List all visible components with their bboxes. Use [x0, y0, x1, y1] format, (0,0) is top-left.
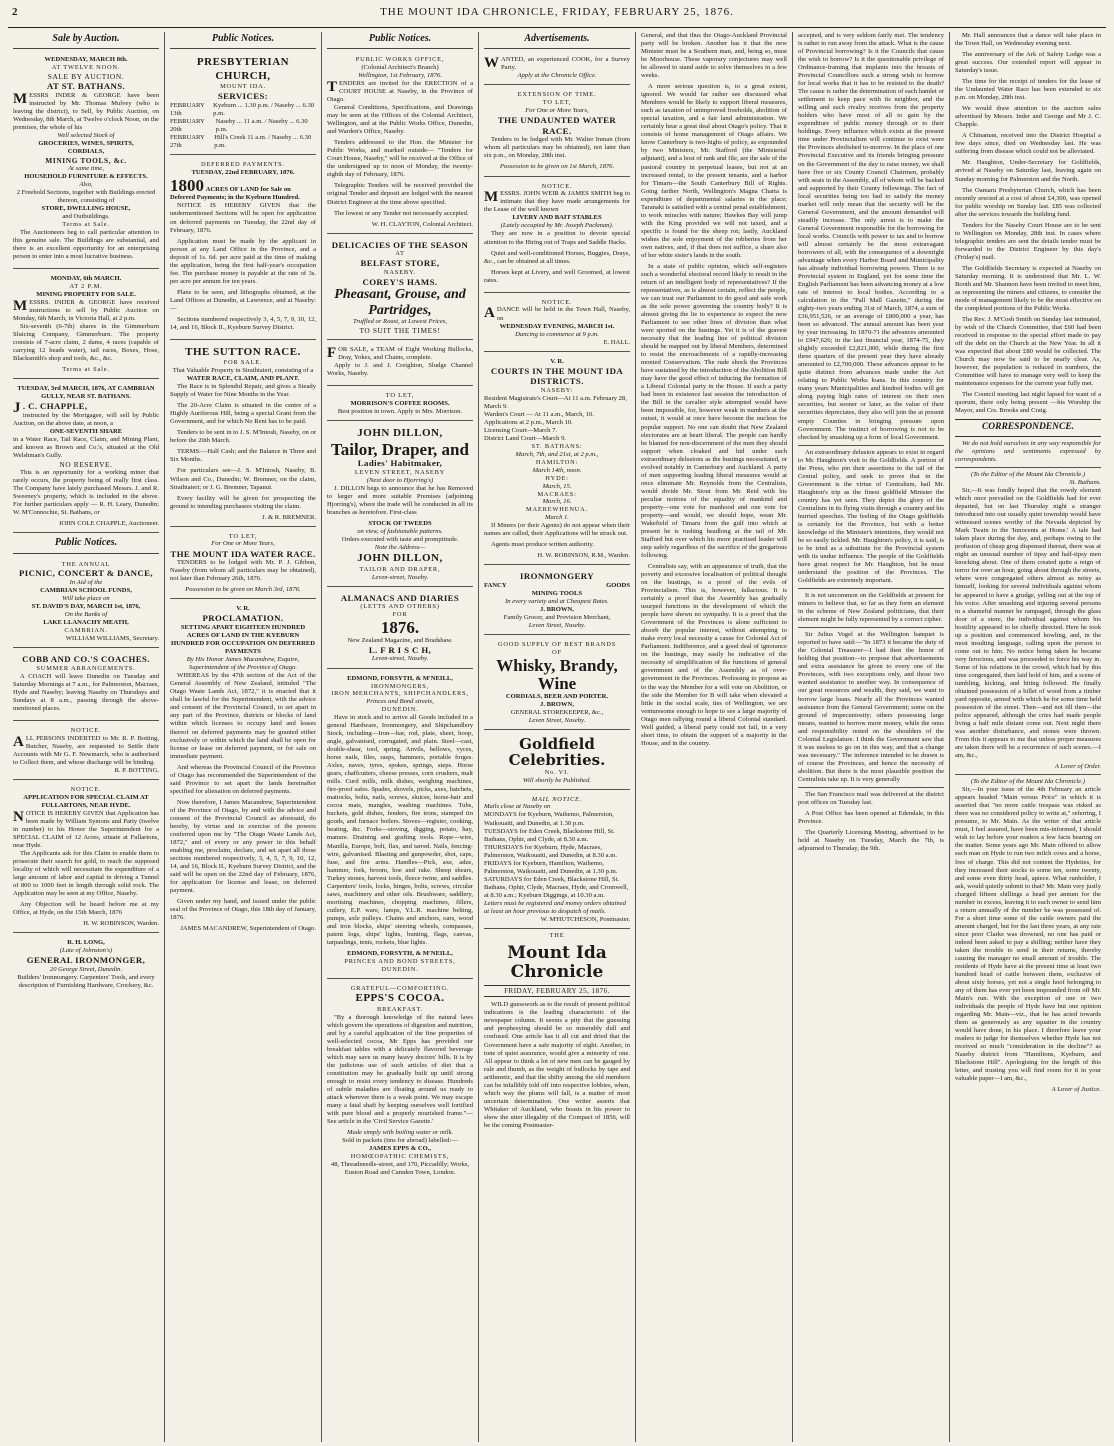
- notice-special-claim: NOTICE. APPLICATION FOR SPECIAL CLAIM AT FULLARTONS, NEAR HYDE. NOTICE IS HEREBY GIVEN that Application has been made by William Symons and Party (twelve in number) to his Honor the Superintendent for a SPECIAL CLAIM of 12 Acres, situate at Fullartons, near Hyde. The Applicants ask for this Claim to enable them to prosecute their search for gold, to reach the supposed locality of which will necessitate the expenditure of a large amount of labor and capital in driving a Tunnel of 800 to 1000 feet in length through solid rock. The Application may be seen at my Office, Naseby. Any Objection will be heard before me at my Office, at Hyde, on the 15th March, 1876 H. W. ROBINSON, Warden.: [13, 783, 159, 933]
- editorial-text: WILD guesswork as to the result of present political indications is the leading characteristic of the newspaper column. It seems a pity that the guessing and prophesying should be so miserably dull and confused. One article has it all cut and dried that the Government have a safe majority of eight. Another, in tone of quiet assurance, would give a minority of one. All appear to think a lot of new men can be gauged by rule and thumb, as the weight of bullocks by tape and arithmetic, and that the shifty among the old members can be infallibly told off into respective lobbies, when, which way the plums will fall, is a matter of most uncertain determination. One writer asserts that Whitaker of Auckland, who boasts in his power to show the utter illegality of the Compact of 1856, will be the coming Postmaster-: [484, 1001, 630, 1129]
- list-item: FEBRUARY 20th Naseby ... 11 a.m. / Naseby ... 6.30 p.m.: [170, 117, 308, 133]
- news-item: Tenders for the Naseby Court House are to be sent to Wellington on Monday, 28th inst. In cases where telegraphic tenders are sent the details tender must be forwarded to the District Engineer by this day's (Friday's) mail.: [955, 221, 1101, 261]
- section-heading: Public Notices.: [327, 32, 473, 49]
- list-item: FEBRUARY 13th Kyeburn ... 1.30 p.m. / Naseby ... 6.30 p.m.: [170, 101, 315, 117]
- issue-date: FRIDAY, FEBRUARY 25, 1876.: [484, 985, 630, 998]
- almanacs-ad: ALMANACS AND DIARIES (LETTS AND OTHERS) FOR 1876. New Zealand Magazine, and Bradshaw. L. F R I S C H, Leven-street, Naseby.: [327, 590, 473, 669]
- cook-wanted-ad: WANTED, an experienced COOK, for a Survey Party. Apply at the Chronicle Office.: [484, 53, 630, 85]
- news-item: An extraordinary delusion appears to exist in regard to Mr. Haughton's visit to the Goldfields. A portion of the Press, who pin their assertions to the tail of the Central policy, and seek to prove that in the Government is the virtue of Centralism, hail Mr. Haughton's trip as the finest goldfield Minister the country has yet seen. They depict the glory of the Centralism in its flying visits through a country and his hurried speeches. The feeling of the Otago goldfields is certainly for the Province, but with a better knowledge of the Minister's intentions, they would not be so easily tickled. Mr. Haughton's policy, it is said, is to be tried as a substitute for the Provincial system with its undue influence. The people of the Goldfields have great respect for Mr. Haughton, but he must understand the position of the Provinces. The Goldfields are extremely important.: [798, 448, 944, 585]
- editorial-text: In a state of public opinion, which self-registers such a wonderful electoral record likely to result in the return of an intelligent body of representatives? If the representatives, as is almost certain, reflect the people, we can trust our Parliament to do good and safe work as the sole power governing the country body? It is almost giving the lie to experience to expect the new Parliament to see other lines of division than what were sported on the hustings. Yet it is of the gravest necessity that the leading line of political division should be mapped out by liberal Members, determined to resist the encroachments of a rapidly-increasing monied Conservatism. The rude shock the Provinces have sustained by the introduction of the Abolition Bill may have the good effect of inducing the formation of a Liberal Colonial party in the House. If such a party had been in existence last session the introduction of the Bill in the cavalier style attempted would have been impossible, for, however weak in numbers at the outset, it would at once have become the nucleus for popular support. No one can doubt that New Zealand electorates are at heart liberal. The people can hardly be blamed for non-discernment of the men they should support when cloaked and hid under such extraordinary delusions as the hustings necessitated, or evolved notably in Canterbury and Auckland. A party of men supporting leading liberal measures would at once eliminate Mr. Reynolds from the Centralists, would divide Mr. Stout from Mr. Reid with his peculiar notions of the equality of mankind and property—one vote for manhood and one vote for property—and would, we should hope, wean Mr. Wakefield of Timaru from the gulf into which at present he is rushing headlong at the tail of Mr. Stafford but over which his more practised leader will step safely regardless of the sacrifice of the gregarious following.: [641, 262, 787, 559]
- court-house-tender-ad: PUBLIC WORKS OFFICE, (Colonial Architect's Branch) Wellington, 1st February, 1876. TENDERS are invited for the ERECTION of a COURT HOUSE at Naseby, in the Province of Otago. General Conditions, Specifications, and Drawings may be seen at the Offices of the Colonial Architect, Wellington, and at the Public Works Office, Dunedin, and Warden's Office, Naseby. Tenders addressed to the Hon. the Minister for Public Works, and marked outside— "Tenders for Court House, Naseby," will be received at the Office of the undersigned up to noon of Monday, the twenty-eighth day of February, 1876. Telegraphic Tenders will be received provided the original Tender and deposit are lodged with the nearest District Engineer at the time above specified. The lowest or any Tender not necessarily accepted. W. H. CLAYTON, Colonial Architect.: [327, 53, 473, 233]
- auction-ad-st-bathans: WEDNESDAY, MARCH 8th. AT TWELVE NOON. SALE BY AUCTION. AT ST. BATHANS. MESSRS INDER & GEORGE have been instructed by Mr. Thomas Mulvey (who is leaving the district), to Sell, by Public Auction, on Wednesday, 8th March, at Twelve o'clock Noon, on the premises, the whole of his Well selected Stock of GROCERIES, WINES, SPIRITS, CORDIALS, MINING TOOLS, &c. At same time, HOUSEHOLD FURNITURE & EFFECTS. Also, 2 Freehold Sections, together with Buildings erected thereon, consisting of STORE, DWELLING HOUSE, and Outbuildings. Terms at Sale. The Auctioneers beg to call particular attention to this genuine sale. The Buildings are substantial, and there is an excellent opportunity for an enterprising person to enter into a most lucrative business.: [13, 53, 159, 269]
- column-4: [479, 32, 636, 1442]
- news-item: It is not uncommon on the Goldfields at present for miners to believe that, so far as they form an element in the scheme of New Zealand politicians, that their element might be fully represented by a correct cipher.: [798, 592, 944, 624]
- newspaper-title: Mount Ida Chronicle: [507, 942, 607, 983]
- editorial-text: accepted, and is very seldom fairly met. The tendency is rather to run away from the attack. What is the cause of Provincial borrowing? Is it the Councils that cause the wish to borrow? Is it the questionable privilege of Ordinance-framing that implants into the breasts of Provincial Councillors such a strong wish to borrow for local works that it has to be resisted to the death? The cause is rather the determination of each hamlet or settlement to keep pace with its neighbor, and the willing and such rivalry receives from the property holders who have most of all to gain by the expenditure of public money through or to their holdings. Every influence which exists at the present time under Provincialism will continue to exist were the Provinces abolished to-morrow. In the place of one Provincial Executive and its friends bringing pressure on the Government of the day to raise money, we shall have five or six County Council Chairmen, probably with seats in the Assembly, all of whom will be backed and supported by their County followings. The fact of local securities being too bad to satisfy the money market will only mean that the security will be the General Government, and the amount demanded will steadily increase. The only arrest is to make the General Government responsible for the borrowing for local works. Councils with power to tax and to borrow will almost certainly be the most extravagant borrowers of all, with the consequence of a downright advantage when every Harbor Board and Municipality has already individual borrowing powers. There is no Provincial system in England, yet for some time the English Parliament has been advancing money at a low rate of interest to local bodies. According to a calculation in the "Pall Mall Gazette," during the eighty-two years ending 31st of March, 1874, a sum of £36,951,526, or an average of £800,000 a year, has been so advanced. The annual amount has been year by year increasing. In 1870-71 the advances amounted to £947,626; in the last financial year, 1874-75, they slightly exceeded £2,821,000, while during the first three quarters of the present year they have already amounted to £2,700,000. These advances appear to be quite distinct from advances made under the Act relating to Public Works loans. In this country for many years Municipalities and kindred bodies will get along paying high rates of interest on their own securities, but sooner or later, as the value of their securities depreciates, they also will join the at present empty Counties in bringing pressure upon Government. The instinct of borrowing is not to be checked by smashing up a form of local Government.: [798, 32, 944, 441]
- deferred-payments-ad: DEFERRED PAYMENTS. TUESDAY, 22nd FEBRUARY, 1876. 1800 ACRES OF LAND for Sale on Deferred Payments; in the Kyeburn Hundred. NOTICE IS HEREBY GIVEN that the undermentioned Sections will be open for application on deferred payments on Tuesday, the 22nd day of February, 1876. Application must be made by the applicant in person at any Land Office in the Province, and a deposit of 1s. 6d. per acre paid at the time of making the application, being the first half-year's occupation fee. The purchase money is payable at the rate of 3s. per acre per annum for ten years. Plans to be seen, and lithographs obtained, at the Land Offices at Dunedin, at Lawrence, and at Naseby:— Sections numbered respectively 3, 4, 5, 7, 9, 10, 12, 14, and 16, Block II., Kyeburn Survey District.: [170, 158, 316, 340]
- column-layout: [8, 32, 1106, 1442]
- letter-text: Sir,—It was fondly hoped that the rowdy element which once prevailed on the Goldfields had for ever departed, but on last Thursday night a stranger introduced into our usually quiet township would have witnessed scenes worthy of the Nevada depicted by Mark Twain in the 'Innocents at Home.' A tale had taken place during the day, and, perhaps owing to the profusion of cheap grog dispensed thereat, there was at night an unusual number of tipsy and half-tipsy men knocking about. One of them created quite a reign of terror for over an hour, going about through the streets, where were congregated others almost as noisy as himself, looking for several individuals against whom he appeared to have a grudge, yelling out at the top of his voice. After smashing and injuring several persons in a shameful manner he rampaged, through the glass door of a store, the individual against whom his hostility appeared to be chiefly directed. Here he took up a position and commenced howling, and, in the most insulting language, calling upon the person to come out to him. No notice being taken he became very ferocious, and was proceeded to force his way in. Some of his relations in the crowd, which had by this time congregated, then laid hold of him, and a scene of tumbling, kicking, and biting followed. He finally obtained possession of a billet of wood from a timber yard opposite, armed with which he for some time held possession of the street. Then—and not till then—the police appeared, although the cries had made people living a half mile distant come out. Next night there was another disturbance, and stones were thrown. From this it appears to me that unless proper measures are taken there will be a recurrence of such scenes.—I am, &c.,: [955, 487, 1101, 760]
- column-1: [8, 32, 165, 1442]
- proclamation-ad: V. R. PROCLAMATION. SETTING APART EIGHTEEN HUNDRED ACRES OF LAND IN THE KYEBURN HUNDRED FOR OCCUPATION ON DEFERRED PAYMENTS By His Honor James Macandrew, Esquire, Superintendent of the Province of Otago. WHEREAS by the 47th section of the Act of the General Assembly of New Zealand, intituled "The Otago Waste Lands Act, 1872," it is enacted that it shall be lawful for the Superintendent, with the advice and consent of the Provincial Council, to set apart in any part of the Province, districts or blocks of land within which licenses to occupy land and leases thereof on deferred payments may be granted either exclusively or within which the land shall be open for license or lease on deferred payment, or for sale on immediate payment. And whereas the Provincial Council of the Province of Otago has recommended the Superintendent of the said Province to set apart the lands hereinafter specified for alienation on deferred payments. Now therefore, I James Macandrew, Superintendent of the Province of Otago, by and with the advice and consent of the Provincial Council as aforesaid, do hereby, by virtue and in exercise of the powers conferred upon me by "The Otago Waste Lands Act, 1872," and of every or any power in this behalf enabling me, proclaim, declare, and set apart all those sections numbered respectively, 3, 4, 5, 7, 9, 10, 12, 14, and 16, Block II., Kyeburn Survey District, and the said will be open on the 22nd day of February, 1876, for application for license and lease, on deferred payment. Given under my hand, and issued under the public seal of the Province of Otago, this 18th day of January, 1876. JAMES MACANDREW, Superintendent of Otago.: [170, 605, 316, 933]
- service-schedule: [170, 102, 316, 150]
- editorial-masthead: THE Mount Ida Chronicle FRIDAY, FEBRUARY 25, 1876.: [484, 932, 630, 997]
- news-item: The Goldfields Secretary is expected at Naseby on Saturday morning. It is understood that Mr. L. W. Booth and Mr. Shannon have been invited to meet him, as representing the miners and citizens, to consider the mode of management likely to be the most effective on the completed portions of the Public Works.: [955, 264, 1101, 312]
- news-item: The San Francisco mail was delivered at the district post offices on Tuesday last.: [798, 790, 944, 806]
- news-item: A Post Office has been opened at Edendale, in this Province.: [798, 809, 944, 825]
- undaunted-race-ad: EXTENSION OF TIME. TO LET, For One or More Years, THE UNDAUNTED WATER RACE. Tenders to be lodged with Mr. Walter Inman (from whom all particulars may be obtained), not later than six p.m., on Monday, 28th inst. Possession to be given on 1st March, 1876.: [484, 88, 630, 176]
- dance-notice-ad: NOTICE. ADANCE will be held in the Town Hall, Naseby, on WEDNESDAY EVENING, MARCH 1st. Dancing to commence at 9 p.m. E. HALL.: [484, 296, 630, 352]
- section-heading: Public Notices.: [13, 536, 159, 553]
- running-title: THE MOUNT IDA CHRONICLE, FRIDAY, FEBRUARY 25, 1876.: [380, 6, 734, 18]
- news-item: The Oamaru Presbyterian Church, which has been recently erected at a cost of about £4,300, was opened for public worship on Sunday last. £85 was collected after the services towards the building fund.: [955, 186, 1101, 218]
- news-item: The Council meeting last night lapsed for want of a quorum, there only being present —his Worship the Mayor, and Crs. Brooks and Craig.: [955, 391, 1101, 415]
- section-heading: Sale by Auction.: [13, 32, 159, 49]
- royal-crest-icon: V. R.: [550, 357, 564, 365]
- spirits-ad: GOOD SUPPLY OF BEST BRANDS OF Whisky, Brandy, Wine CORDIALS, BEER AND PORTER. J. BROWN, GENERAL STOREKEEPER, &c., Leven Street, Naseby.: [484, 638, 630, 729]
- section-heading: Advertisements.: [484, 32, 630, 49]
- section-heading: Public Notices.: [170, 32, 316, 49]
- news-item: The Quarterly Licensing Meeting, advertised to be held at Naseby on Tuesday, March the 7th, is adjourned to Thursday, the 9th.: [798, 828, 944, 853]
- pointing-hand-icon: Note the Address—: [374, 544, 426, 552]
- auction-ad-cambrian-gully: TUESDAY, 3rd MARCH, 1876, AT CAMBRIAN GULLY, NEAR ST. BATHANS. J . C. CHAPPLE, instructed by the Mortgagee, will sell by Public Auction, on the above date, at noon, a ONE-SEVENTH SHARE in a Water Race, Tail Race, Claim, and Mining Plant, and known as Brown and Co.'s, situated at the Old Welshman's Gully. NO RESERVE. This is an opportunity for a working miner that rarely occurs, the property being of really first class. The Company have lately purchased Messrs. J. and R. Sweeney's property, which is included in the above. For further particulars apply — R. H. Leary, Dunedin; W. M'Connochie, St. Bathans, or JOHN COLE CHAPPLE, Auctioneer.: [13, 382, 159, 533]
- correspondence-heading: CORRESPONDENCE.: [955, 419, 1101, 437]
- letter-signature: A Lover of Order.: [1054, 763, 1101, 771]
- mail-notice: MAIL NOTICE. Mails close at Naseby on MONDAYS for Kyeburn, Waihemo, Palmerston, Waikouaiti, and Dunedin, at 1.30 p.m. TUESDAYS for Eden Creek, Blackstone Hill, St. Bathans, Ophir, and Clyde, at 8.30 a.m. THURSDAYS for Kyeburn, Hyde, Macraes, Palmerston, Waikouaiti, and Dunedin, at 8.30 a.m. FRIDAYS for Kyeburn, Hamilton, Waihemo, Palmerston, Waikouaiti, and Dunedin, at 1.30 p.m. SATURDAYS for Eden Creek, Blackstone Hill, St. Bathans, Ophir, Clyde, Macraes, Hyde, and Cromwell, at 8.30 a.m.; Kyeburn Diggings, at 10.30 a.m. Letters must be registered and money orders obtained at least an hour previous to despatch of mails. W. M'HUTCHESON, Postmaster.: [484, 793, 630, 929]
- ironmonger-long-ad: R. H. LONG, (Late of Johnston's) GENERAL IRONMONGER, 20 George Street, Dunedin. Builders' Ironmongery. Carpenters' Tools, and every description of Furnishing Hardware, Crockery, &c.: [17, 939, 155, 989]
- news-item: Mr. Hall announces that a dance will take place in the Town Hall, on Wednesday evening next.: [955, 32, 1101, 48]
- news-item: Sir Julius Vogel at the Wellington banquet is reported to have said:—"In 1873 it became the duty of the Colonial Treasurer—I had then the honor of holding that position—to propose that advertisements and extra assistance be given to every one of the Provinces, with two exceptions only, and those two wanted assistance in another way. In consequence of our great resources and wealth, they said, we want to borrow large loans. Nearly all the Provinces wanted assistance from the General Government; some on the ground of impecuniosity; others possessing large means, wanted to borrow more money, while the onus and responsibility rested on the shoulders of the Colonial Legislature. I think the Government saw that it was useless to go on in this way, and that a change was necessary." The inference intended to be drawn is of course the Provinces, and hence the necessity of abolition. But there is the most plausible position the Centralists take up. It is very generally: [798, 631, 944, 783]
- auction-ad-mining-property: MONDAY, 6th MARCH. AT 2 P.M. MINING PROPERTY FOR SALE. MESSRS. INDER & GEORGE have received instructions to sell by Public Auction on Monday, 6th March, in Victoria Hall, at 2 p.m. Six-seventh (6-7th) shares in the Gimmerburn Sluicing Company, Gimmerburn. The property consists of 7-acre claim, 2 dams, 4 races (capable of carrying 12 heads water), tail races, Boxes, Hose, Blacksmith's shop and tools, &c., &c. Terms at Sale.: [13, 272, 159, 379]
- mount-ida-water-race-ad: TO LET, For One or More Years, THE MOUNT IDA WATER RACE. TENDERS to be lodged with Mr. P. J. Gibbon, Naseby (from whom all particulars may be obtained), not later than February 26th, 1876. Possession to be given on March 3rd, 1876.: [170, 530, 316, 600]
- news-item: The anniversary of the Ark of Safety Lodge was a great success. Our extended report will appear in Saturday's issue.: [955, 51, 1101, 75]
- column-7: Mr. Hall announces that a dance will take place in the Town Hall, on Wednesday evening next. The anniversary of the Ark of Safety Lodge was a great success. Our extended report will appear in Saturday's issue. The time for the receipt of tenders for the lease of the Undaunted Water Race has been extended to six p.m. on Monday, 28th inst. We would draw attention to the auction sales advertised by Messrs. Inder and George and Mr J. C. Chapple. A Chinaman, received into the District Hospital a few days since, died on Wednesday last. He was suffering from disease which could not be alleviated. Mr. Haughton, Under-Secretary for Goldfields, arrived at Naseby on Saturday last, leaving again on Sunday morning for Palmerston and the North. The Oamaru Presbyterian Church, which has been recently erected at a cost of about £4,300, was opened for public worship on Sunday last. £85 was collected after the services towards the building fund. Tenders for the Naseby Court House are to be sent to Wellington on Monday, 28th inst. In cases where telegraphic tenders are sent the details tender must be forwarded to the District Engineer by this day's (Friday's) mail. The Goldfields Secretary is expected at Naseby on Saturday morning. It is understood that Mr. L. W. Booth and Mr. Shannon have been invited to meet him, as representing the miners and citizens, to consider the mode of management likely to be the most effective on the completed portions of the Public Works. The Rev. J. M'Cosh Smith on Sunday last intimated, by wish of the Church Committee, that £60 had been received in response to the special effort made to pay off the debt on the Church at the New Year. In all it was expected that about £80 would be collected. The Church may now be said to be nearly clear. As, however, the population is reduced in numbers, the Committee will have to manage very well to keep the maintenance expenses for the current year fully met. The Council meeting last night lapsed for want of a quorum, there only being present —his Worship the Mayor, and Crs. Brooks and Craig. CORRESPONDENCE. We do not hold ourselves in any way responsible for the opinions and sentiments expressed by correspondents. (To the Editor of the Mount Ida Chronicle.) St. Bathans. Sir,—It was fondly hoped that the rowdy element which once prevailed on the Goldfields had for ever departed, but on last Thursday night a stranger introduced into our usually quiet township would have witnessed scenes worthy of the Nevada depicted by Mark Twain in the 'Innocents at Home.' A tale had taken place during the day, and, perhaps owing to the profusion of cheap grog dispensed thereat, there was at night an unusual number of tipsy and half-tipsy men knocking about. One of them created quite a reign of terror for over an hour, going about through the streets, where were congregated others almost as noisy as himself, looking for several individuals against whom he appeared to have a grudge, yelling out at the top of his voice. After smashing and injuring several persons in a shameful manner he rampaged, through the glass door of a store, the individual against whom his hostility appeared to be chiefly directed. Here he took up a position and commenced howling, and, in the most insulting language, calling upon the person to come out to him. No notice being taken he became very ferocious, and was proceeded to force his way in. Some of his relations in the crowd, which had by this time congregated, then laid hold of him, and a scene of tumbling, kicking, and biting followed. He finally obtained possession of a billet of wood from a timber yard opposite, armed with which he for some time held possession of the street. Then—and not till then—the police appeared, although the cries had made people living a half mile distant come out. Next night there was another disturbance, and stones were thrown. From this it appears to me that unless proper measures are taken there will be a recurrence of such scenes.—I am, &c., A Lover of Order. (To the Editor of the Mount Ida Chronicle.) Sir,—In your issue of the 4th February an article appears headed "Main versus Price" in which it is asserted that "no more cattle trespass was risked as there was no considered policy to write at," referring, I presume, to Mr. Main. As the writer of that article must, I feel assured, have been mis-informed, I should wish to lay before your readers a few facts bearing on the matter. Some years ago Mr. Main offered to allow each man on Hyde to run two milch cows and a horse, free of charge. This did not content the Hydeites, for they increased their stocks to some ten, some twenty, and some even thirty head, apiece. What runholder, I ask, would quietly submit to that? Mr. Main very justly charged fifteen shillings a head per annum for the number in excess, leaving it to each owner to send him a return annually of the number he was possessed of. For a short time some of the cattle owners paid the amount charged, but for the last three years, at any rate since poor Clarke was drowned, no one has paid or indeed been asked to pay a shilling; neither have they taken the trouble to send in their returns, thereby causing the manager no small amount of trouble. The residents of Hyde have at the present time at least two hundred head of cattle between them, exclusive of about sixty horses, yet not a single hoof belonging to any of them has ever yet been impounded from off Mr. Main's run. With the exception of one or two individuals the people of Hyde have but one opinion regarding Mr. Main—viz., that he has acted towards them as generously as any squatter in the country would have done, in his place. I therefore leave your readers to judge for themselves whether Hyde has not received so much "consideration in the decline"? as Naseby district from "Hamiltons, Kyeburn, and Blackstone Hill". Apologising for the length of this letter, and trusting you will find room for it in your valuable paper—I am, &c., A Lover of Justice.: [955, 32, 1101, 1094]
- courts-schedule-ad: V. R. COURTS IN THE MOUNT IDA DISTRICTS. NASEBY: Resident Magistrate's Court—At 11 a.m. February 28, March 9. Warden's Court — At 11 a.m., March, 10. Applications at 2 p.m., March 10. Licensing Court—March 7. District Land Court—March 9. ST. BATHANS: March, 7th, and 21st, at 2 p.m., HAMILTON: March 14th, noon. HYDE: March, 15. MACRAES: March, 16. MAEREWHENUA. March 1. If Miners (or their Agents) do not appear when their names are called, their Applications will be struck out. Agents must produce written authority. H. W. ROBINSON, R.M., Warden.: [484, 355, 630, 566]
- coffee-rooms-ad: TO LET, MORRISON'S COFFEE ROOMS. Best position in town. Apply to Mrs. Morrison.: [327, 389, 473, 421]
- column-5: [636, 32, 793, 1442]
- news-item: We would draw attention to the auction sales advertised by Messrs. Inder and George and Mr J. C. Chapple.: [955, 105, 1101, 129]
- editorial-text: A more serious question is, to a great extent, ignored. We would far rather see discussed what Members would be likely to support liberal measures, such as taxation of unimproved freeholds, abolition of special taxation, and a fair land administration. We certainly hear a great deal about Otago's policy. That it consists of home management of Otago affairs. We know Canterbury is two-highs of policy, as expounded by two Ministers, Mr. Stafford (the Ministerial adjutant), and a host of rank and file, are the sale of the pastoral country in perpetual leases, but not at an increased rental, to the present tenants, and a harbor for Timaru—the South Canterbury Bill of Rights. Going farther North, Wellington's Magna Charta is expenditure of departmental salaries in the place; Taranaki is satisfied with a central penal establishment, to work miracles with nature; Hawkes Bay will jump with the King provided we will not taxed, and a specific is found for the sheep rot; lastly, Auckland wishes the sole enjoyment of the robberies from her own natives, and, if that does not suffice, a share also of her white sister's lands in the south.: [641, 83, 787, 259]
- ironmongery-brown-ad: IRONMONGERY FANCY GOODS MINING TOOLS In every variety and at Cheapest Rates. J. BROWN, Family Grocer, and Provision Merchant, Leven Street, Naseby.: [484, 568, 630, 635]
- news-item: Mr. Haughton, Under-Secretary for Goldfields, arrived at Naseby on Saturday last, leaving again on Sunday morning for Palmerston and the North.: [955, 159, 1101, 183]
- editorial-text: General, and that thus the Otago-Auckland Provincial party will be broken. Another has it that the new Minister must be a Southern man, and, being so, must be Moorhouse. These vaporary conjectures may well be allowed to stand aside to solve themselves in a few weeks.: [641, 32, 787, 80]
- page-number: 2: [12, 6, 18, 18]
- news-item: The time for the receipt of tenders for the lease of the Undaunted Water Race has been extended to six p.m. on Monday, 28th inst.: [955, 78, 1101, 102]
- list-item: FEBRUARY 27th Hill's Creek 11 a.m. / Naseby ... 6.30 p.m.: [170, 133, 312, 149]
- column-6: [793, 32, 950, 1442]
- editorial-text: Centralists say, with an appearance of truth, that the poverty and excessive localisation of political thought on the hustings, is a proof of the evils of Provincialism. This is, however, fallacious. It is certainly a proof that the Assembly has gradually usurped functions in the development of which the people have shewn no sympathy. It is a proof that the Government of the Provinces is alone sufficient to absorb the popular interest, without attempting to make every local necessity a cause for Colonial Act of Parliament. Indifference, and a good deal of ignorance on the hustings, may easily be indicative of the necessity of simplification of the functions of general government and of the Assembly as of over-government in the Provinces. Professing to propose as to the way the Member for a will vote on Abolition, or the side the Member for B will take when elevated a little in the social scale, ties of Wellington, we are venturesome enough to hope to see a large majority of Otago men rallying round a liberal Colonial standard. Well guided, a liberal party could not fail, in a very short time, to obtain the support of a majority in the House, and in the country.: [641, 563, 787, 747]
- bullock-team-ad: FOR SALE, a TEAM of Eight Working Bullocks, Dray, Yokes, and Chains, complete. Apply to J. and J. Creighton, Sludge Channel Works, Naseby.: [327, 343, 473, 386]
- livery-stables-ad: NOTICE. MESSRS. JOHN WEIR & JAMES SMITH beg to intimate that they have made arrangements for the Lease of the well known LIVERY AND BAIT STABLES (Lately occupied by Mr. Joseph Packman). They are now in a position to devote special attention to the Hiring out of Traps and Saddle Hacks. Quiet and well-conditioned Horses, Buggies, Drays, &c., can be obtained at all times. Horses kept at Livery, and well Groomed, at lowest rates.: [484, 180, 630, 293]
- sutton-race-ad: THE SUTTON RACE. FOR SALE. That Valuable Property in Strathtaieri, consisting of a WATER RACE, CLAIM, AND PLANT. The Race is in Splendid Repair, and gives a Steady Supply of Water for Nine Months in the Year. The 20-Acre Claim is situated in the centre of a Highly Auriferous Hill, being a special Grant from the Government, and for which No Rent has to be paid. Tenders to be sent in to J. S. M'Intosh, Naseby, on or before the 20th March. TERMS:—Half Cash; and the Balance in Three and Six Months. For particulars see—J. S. M'Intosh, Naseby, B. Wilson and Co., Dunedin; W. Bremner, on the claim, Strathtaieri; or J. G. Bremner, Tapanui. Every facility will be given for prospecting the ground to intending purchasers visiting the claim. J. & R. BREMNER.: [170, 343, 316, 527]
- epps-cocoa-ad: GRATEFUL—COMFORTING. EPPS'S COCOA. BREAKFAST. "By a thorough knowledge of the natural laws which govern the operations of digestion and nutrition, and by a careful application of the fine properties of well-selected cocoa, Mr Epps has provided our breakfast tables with a delicately flavored beverage which may save us many heavy doctors' bills. It is by the judicious use of such articles of diet that a constitution may be gradually built up until strong enough to resist every tendency to disease. Hundreds of subtle maladies are floating around us ready to attack wherever there is a weak point. We may escape many a fatal shaft by keeping ourselves well fortified with pure blood and a properly nourished frame."—See article in the 'Civil Service Gazette.' Made simply with boiling water or milk. Sold in packets (tins for abroad) labelled:— JAMES EPPS & CO., HOMŒOPATHIC CHEMISTS, 48, Threadneedle-street, and 170, Piccadilly; Works, Euston Road and Camden Town, London.: [327, 984, 473, 1176]
- column-3: [322, 32, 479, 1442]
- letter-heading: (To the Editor of the Mount Ida Chronicle.): [970, 778, 1086, 786]
- notice-botting: NOTICE. ALL PERSONS INDEBTED to Mr. R. P. Botting, Butcher, Naseby, are requested to Settle their Accounts with Mr G. F. Newmarch, who is authorised to Collect them, and whose discharge will be binding. R. P. BOTTING.: [13, 724, 159, 780]
- news-item: A Chinaman, received into the District Hospital a few days since, died on Wednesday last. He was suffering from disease which could not be alleviated.: [955, 132, 1101, 156]
- belfast-store-ad: DELICACIES OF THE SEASON AT BELFAST STORE, NASEBY. COREY'S HAMS. Pheasant, Grouse, and Partridges, Truffled or Roast, at Lowest Prices, TO SUIT THE TIMES!: [327, 237, 473, 341]
- letter-text: Sir,—In your issue of the 4th February an article appears headed "Main versus Price" in which it is asserted that "no more cattle trespass was risked as there was no considered policy to write at," referring, I presume, to Mr. Main. As the writer of that article must, I feel assured, have been mis-informed, I should wish to lay before your readers a few facts bearing on the matter. Some years ago Mr. Main offered to allow each man on Hyde to run two milch cows and a horse, free of charge. This did not content the Hydeites, for they increased their stocks to some ten, some twenty, and some even thirty head, apiece. What runholder, I ask, would quietly submit to that? Mr. Main very justly charged fifteen shillings a head per annum for the number in excess, leaving it to each owner to send him a return annually of the number he was possessed of. For a short time some of the cattle owners paid the amount charged, but for the last three years, at any rate since poor Clarke was drowned, no one has paid or indeed been asked to pay a shilling; neither have they taken the trouble to send in their returns, thereby causing the manager no small amount of trouble. The residents of Hyde have at the present time at least two hundred head of cattle between them, exclusive of about sixty horses, yet not a single hoof belonging to any of them has ever yet been impounded from off Mr. Main's run. With the exception of one or two individuals the people of Hyde have but one opinion regarding Mr. Main—viz., that he has acted towards them as generously as any squatter in the country would have done, in his place. I therefore leave your readers to judge for themselves whether Hyde has not received so much "consideration in the decline"? as Naseby district from "Hamiltons, Kyeburn, and Blackstone Hill". Apologising for the length of this letter, and trusting you will find room for it in your valuable paper—I am, &c.,: [955, 786, 1101, 1083]
- presbyterian-church-ad: PRESBYTERIAN CHURCH, MOUNT IDA. SERVICES: FEBRUARY 13th Kyeburn ... 1.30 p.m. / Naseby ... 6.30 p.m. FEBRUARY 20th Naseby ... 11 a.m. / Naseby ... 6.30 p.m. FEBRUARY 27th Hill's Creek 11 a.m. / Naseby ... 6.30 p.m.: [170, 53, 316, 155]
- goldfield-celebrities-ad: Goldfield Celebrities. No. VI. Will shortly be Published.: [484, 733, 630, 790]
- dillon-tailor-ad: JOHN DILLON, Tailor, Draper, and Ladies' Habitmaker, LEVEN STREET, NASEBY (Next door to Hjorring's) J. DILLON begs to announce that he has Removed to larger and more suitable Premises (adjoining Hjorring's), where the trade will be conducted in all its branches as heretofore. First-class STOCK OF TWEEDS on view, of fashionable patterns. Orders executed with taste and promptitude. Note the Address— JOHN DILLON, TAILOR AND DRAPER, Leven-street, Naseby.: [327, 424, 473, 586]
- picnic-ad: THE ANNUAL PICNIC, CONCERT & DANCE, In Aid of the CAMBRIAN SCHOOL FUNDS, Will take place on ST. DAVID'S DAY, MARCH 1st, 1876, On the Banks of LAKE LLANACHY MEATH, CAMBRIAN. WILLIAM WILLIAMS, Secretary.: [13, 558, 159, 649]
- news-item: The Rev. J. M'Cosh Smith on Sunday last intimated, by wish of the Church Committee, that £60 had been received in response to the special effort made to pay off the debt on the Church at the New Year. In all it was expected that about £80 would be collected. The Church may now be said to be nearly clear. As, however, the population is reduced in numbers, the Committee will have to manage very well to keep the maintenance expenses for the current year fully met.: [955, 316, 1101, 388]
- page-header: [8, 6, 1106, 28]
- disclaimer: We do not hold ourselves in any way responsible for the opinions and sentiments expressed by correspondents.: [955, 439, 1101, 464]
- letter-heading: (To the Editor of the Mount Ida Chronicle.): [970, 471, 1086, 479]
- column-2: [165, 32, 322, 1442]
- letter-signature: A Lover of Justice.: [1051, 1086, 1101, 1094]
- royal-crest-icon: V. R.: [236, 605, 250, 613]
- edmond-forsyth-ad: EDMOND, FORSYTH, & M'NEILL, IRONMONGERS, IRON MERCHANTS, SHIPCHANDLERS, Princes and Bond streets, DUNEDIN. Have in stock and to arrive all Goods included in a general Hardware, Ironmongery, and Shipchandlery Stock, including—Iron—bar, rod, plate, sheet, hoop, angle, galvanised, corrugated, and plain. Steel—cast, double-shear, tool, spring. Anvils, bellows, vyces, horse nails, files, rasps, hammers, portable forges. Axles, naves, tyres, spokes, springs, steps. Horse gears, chaffcutters, cheese presses, corn crushers, malt mills. Curd mills, milk dishes, weighing machines, fire-proof safes. Spades, shovels, picks, axes, hatchets, mattocks, bolts, nails, screws, sluices, horse-hair and cocoa mats, mangles, washing machines. Tubs, buckets, gold dishes, fenders, fire irons, stamped tin goods, and furnace boilers. Stoves—register, cooking, heating, &c. Forks—stoving, digging, potato, hay, manure. Draining and grafting tools. Rope—wire, Manilla, Europe, bolt, flax, and tarred. Nails, fencing-wire, galvanised. Blasting and gunpowder, shot, caps, fuse, and fire arms. Handles—Pick, axe, adze, hammer, fork, broom, hoe and rake. Sheep shears, Turkey stones, harvest tools, fleece twine, and saddles. Carpenters' tools, locks, hinges, bolts, screws, circular saws, machinery and other oils. Brushware, saddlery, mortising machines, chopping machines, fillers, cutlery, E.P. ware, lamps, Y.L.R. machine belting, pumps, axle pulleys. Chains and anchors, oars, wood and iron blocks, ships' steering wheels, compasses, patent logs, ships' lights, bunting, flags, canvas, tarpaulings, tents, rockets, blue lights. EDMOND, FORSYTH, & M'NEILL, PRINCES AND BOND STREETS, DUNEDIN.: [327, 672, 473, 979]
- cobb-coaches-ad: COBB AND CO.'S COACHES. SUMMER ARRANGEMENTS. A COACH will leave Dunedin on Tuesday and Saturday Mornings at 7 a.m., for Palmerston, Macraes, Hyde and Naseby; leaving Naseby on Thursdays and Sundays at 8 a.m., passing through the above-mentioned places.: [13, 651, 159, 721]
